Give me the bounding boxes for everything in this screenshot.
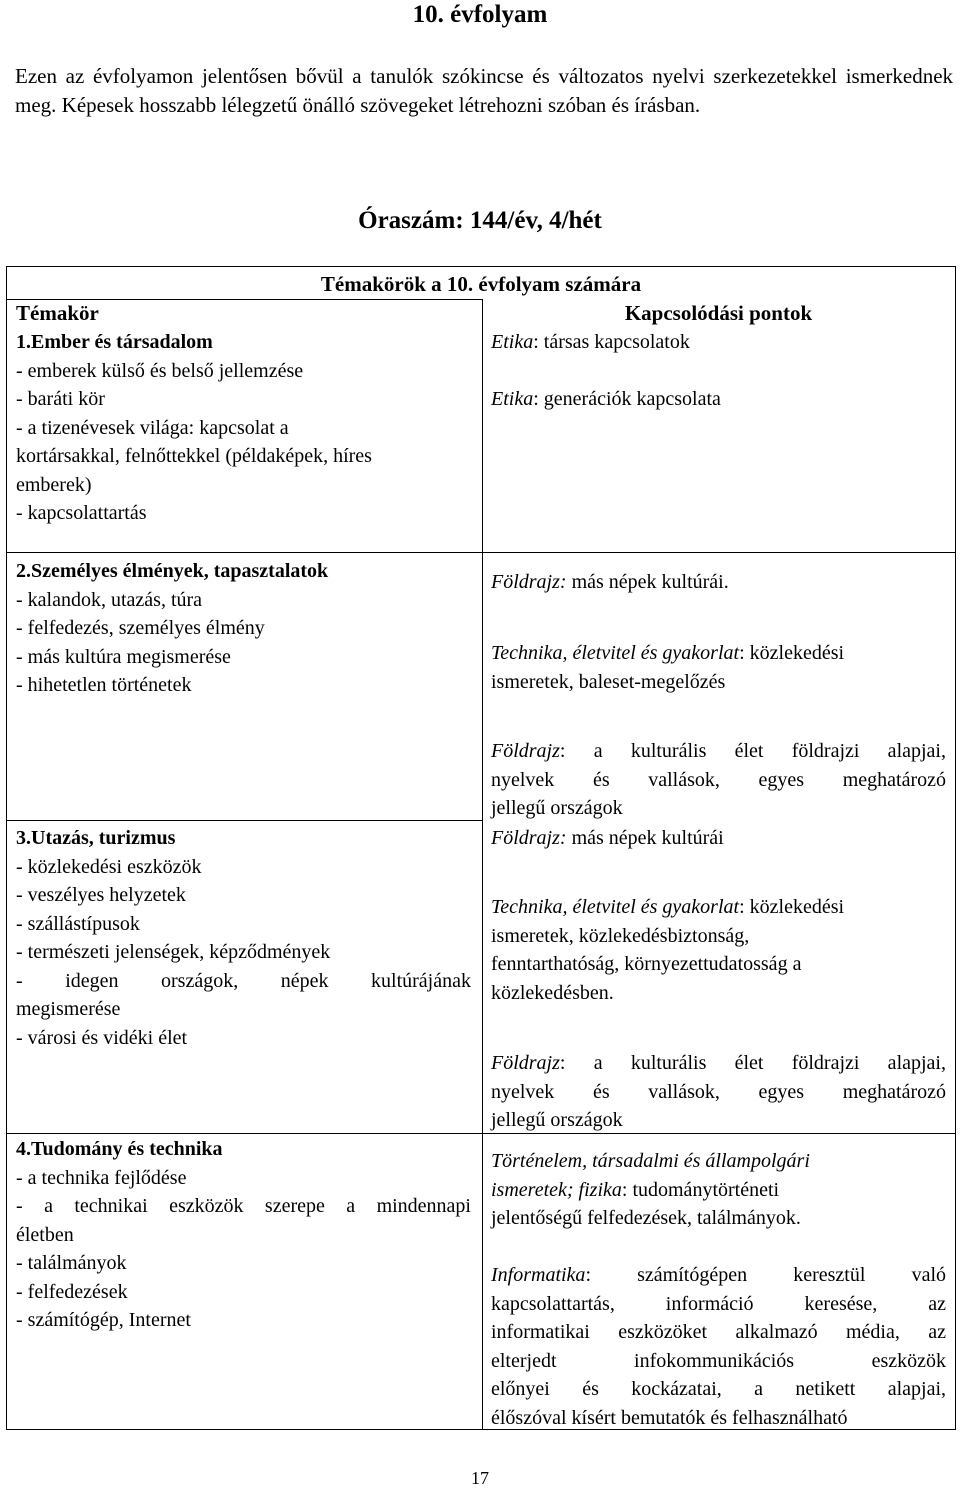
link-t2c (491, 737, 946, 823)
topic-item: - baráti kör (16, 388, 105, 410)
link-subject: Technika, életvitel és gyakorlat (491, 642, 740, 664)
link-text: : társas kapcsolatok (533, 331, 690, 353)
topic-item: - felfedezések (16, 1280, 128, 1303)
link-t4b (491, 1261, 946, 1432)
column-header-links: Kapcsolódási pontok (624, 301, 813, 325)
topic-item: - a technika fejlődése (16, 1166, 187, 1189)
link-subject: Etika (491, 331, 534, 353)
link-subject: ismeretek; fizika (491, 1178, 622, 1201)
link-subject: Etika (491, 388, 534, 410)
topic-item: - idegen országok, népek kultúrájának (16, 969, 471, 992)
topic-item: - hihetetlen történetek (16, 674, 192, 696)
link-t3b (491, 893, 946, 1007)
row-divider (7, 820, 482, 821)
link-text: : a kulturális élet földrajzi alapjai, (559, 740, 946, 762)
topic-item: - természeti jelenségek, képződmények (16, 941, 331, 963)
link-text: ismeretek, közlekedésbiztonság, (491, 924, 750, 947)
hours-heading: Óraszám: 144/év, 4/hét (358, 207, 602, 234)
topic-item: - közlekedési eszközök (16, 855, 202, 878)
topic-title: 3.Utazás, turizmus (16, 827, 176, 849)
topic-2 (16, 557, 471, 700)
topic-1 (16, 328, 471, 528)
link-t2a (491, 568, 946, 597)
column-header-topic: Témakör (16, 301, 99, 325)
link-text: más népek kultúrái (566, 827, 724, 849)
link-t3c (491, 1049, 946, 1135)
topic-item: - felfedezés, személyes élmény (16, 617, 265, 639)
link-subject: Technika, életvitel és gyakorlat (491, 896, 740, 918)
topic-item: - találmányok (16, 1252, 127, 1274)
topic-item: életben (16, 1223, 74, 1246)
link-t1a (491, 328, 946, 357)
link-t2b (491, 639, 946, 696)
link-t4a (491, 1147, 946, 1233)
link-text: : számítógépen keresztül való (585, 1264, 946, 1286)
topic-item: - más kultúra megismerése (16, 645, 231, 668)
link-text: : közlekedési (739, 896, 845, 918)
topic-item: kortársakkal, felnőttekkel (példaképek, híres (16, 445, 372, 467)
topic-title: 1.Ember és társadalom (16, 331, 213, 353)
link-text: ismeretek, baleset-megelőzés (491, 670, 726, 693)
row-divider (7, 552, 955, 553)
link-text: fenntarthatóság, környezettudatosság a (491, 953, 802, 975)
link-subject: Történelem, társadalmi és állampolgári (491, 1150, 810, 1172)
topic-item: - a tizenévesek világa: kapcsolat a (16, 416, 289, 439)
link-text: informatikai eszközöket alkalmazó média, az (491, 1321, 946, 1343)
link-text: nyelvek és vallások, egyes meghatározó (491, 768, 946, 791)
link-text: : a kulturális élet földrajzi alapjai, (559, 1052, 946, 1074)
link-text: közlekedésben. (491, 981, 614, 1004)
link-text: kapcsolattartás, információ keresése, az (491, 1292, 946, 1315)
intro-line: írásban. (634, 93, 701, 117)
topic-item: - kapcsolattartás (16, 502, 147, 524)
topic-item: - veszélyes helyzetek (16, 884, 186, 906)
intro-paragraph (15, 62, 953, 120)
topic-title: 2.Személyes élmények, tapasztalatok (16, 560, 329, 582)
topic-item: - szállástípusok (16, 912, 140, 935)
topic-item: - emberek külső és belső jellemzése (16, 359, 304, 382)
link-text: jelentőségű felfedezések, találmányok. (491, 1207, 801, 1229)
intro-line: Ezen az évfolyamon jelentősen bővül a tanulók szókincse és változatos nyelvi szerkezetekkel (15, 64, 838, 88)
link-t3a (491, 824, 946, 853)
topics-table (6, 266, 956, 1430)
topic-item: - a technikai eszközök szerepe a mindennapi (16, 1195, 471, 1217)
topic-item: megismerése (16, 998, 121, 1020)
link-subject: Földrajz: (491, 827, 567, 849)
link-text: jellegű országok (491, 797, 623, 819)
link-text: : közlekedési (739, 642, 845, 664)
link-text: előnyei és kockázatai, a netikett alapjai, (491, 1378, 946, 1400)
topic-item: - számítógép, Internet (16, 1309, 191, 1331)
link-text: elterjedt infokommunikációs eszközök (491, 1349, 946, 1372)
link-text: : tudománytörténeti (621, 1178, 780, 1201)
topic-item: - kalandok, utazás, túra (16, 588, 203, 611)
column-divider (482, 299, 483, 1430)
topic-item: - városi és vidéki élet (16, 1026, 188, 1049)
link-subject: Informatika (491, 1264, 586, 1286)
page-title: 10. évfolyam (412, 1, 548, 28)
topic-4 (16, 1135, 471, 1335)
link-text: : generációk kapcsolata (533, 388, 721, 410)
link-text: élőszóval kísért bemutatók és felhasználható (491, 1406, 848, 1429)
link-t1b (491, 385, 946, 414)
link-subject: Földrajz (491, 740, 560, 762)
intro-line: ismerkednek meg. Képesek hosszabb lélegzetű önálló szövegeket létrehozni szóban és (15, 64, 954, 117)
link-subject: Földrajz: (491, 571, 567, 593)
link-text: más népek kultúrái. (566, 571, 729, 593)
row-divider (7, 1133, 955, 1134)
link-text: jellegű országok (491, 1109, 623, 1131)
link-subject: Földrajz (491, 1052, 560, 1074)
page-number: 17 (471, 1468, 489, 1488)
topic-item: emberek) (16, 473, 92, 496)
table-title: Témakörök a 10. évfolyam számára (320, 272, 642, 296)
link-text: nyelvek és vallások, egyes meghatározó (491, 1080, 946, 1103)
topic-3 (16, 824, 471, 1052)
topic-title: 4.Tudomány és technika (16, 1138, 223, 1160)
